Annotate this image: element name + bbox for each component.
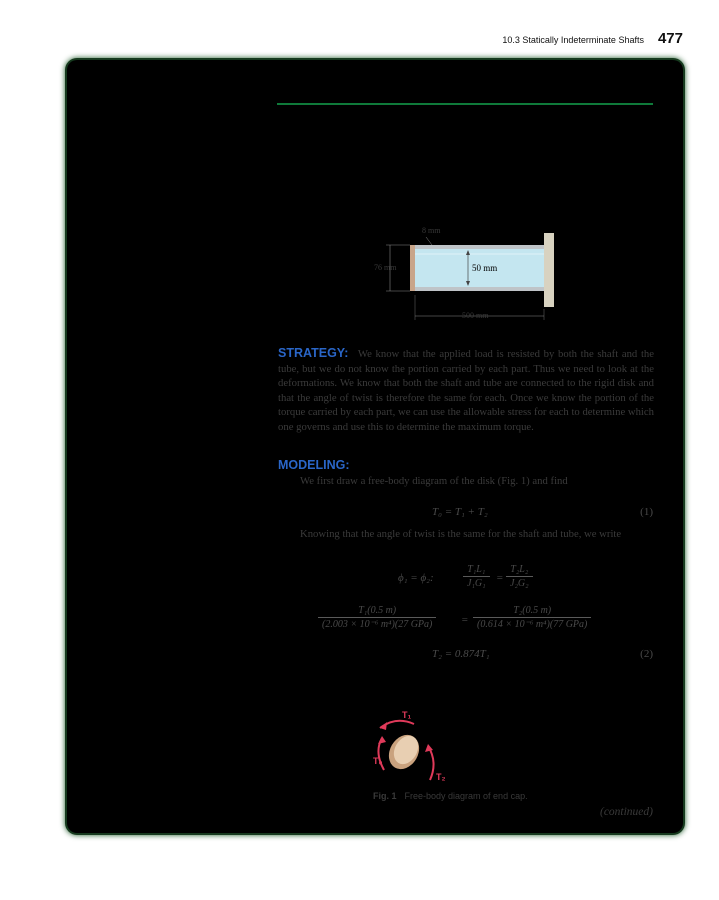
torque-label-t2: T₂ <box>436 772 446 782</box>
right-wall <box>544 233 554 307</box>
fraction-tube <box>506 564 533 589</box>
equation-2: T₂ = 0.874T₁ <box>432 648 490 660</box>
fraction-tube-num: T₂L₂ <box>510 564 529 575</box>
fraction-shaft-den: J₁G₁ <box>463 576 490 589</box>
dim-outer-diameter: 76 mm <box>374 263 397 272</box>
torque-label-t0: T₀ <box>373 756 383 766</box>
fraction-tube-values-num: T₂(0.5 m) <box>513 605 552 616</box>
page-number: 477 <box>657 30 683 47</box>
dim-inner-diameter: 50 mm <box>472 263 498 273</box>
equation-1-number: (1) <box>640 506 653 518</box>
shaft-tube-drawing <box>370 225 570 325</box>
strategy-paragraph <box>278 346 654 434</box>
equals-sign-1: = <box>496 572 504 584</box>
phi-equality: ϕ₁ = ϕ₂: <box>398 572 434 584</box>
divider-rule <box>277 103 653 105</box>
dim-thickness: 8 mm <box>422 226 441 235</box>
figure-caption-text: Free-body diagram of end cap. <box>404 791 528 801</box>
shaft-tube-figure <box>370 225 570 325</box>
figure-caption <box>373 791 528 801</box>
modeling-text-2: Knowing that the angle of twist is the same for the shaft and tube, we write <box>300 528 622 540</box>
tube-top-wall <box>415 245 544 249</box>
section-title: 10.3 Statically Indeterminate Shafts <box>502 35 644 45</box>
fraction-shaft-values-den: (2.003 × 10⁻⁶ m⁴)(27 GPa) <box>318 617 436 630</box>
fraction-tube-den: J₂G₂ <box>506 576 533 589</box>
strategy-heading: STRATEGY: <box>278 346 349 360</box>
figure-caption-label: Fig. 1 <box>373 791 397 801</box>
equals-sign-2: = <box>461 614 469 626</box>
fraction-shaft <box>463 564 490 589</box>
tube-bottom-wall <box>415 287 544 291</box>
continued-note: (continued) <box>599 806 653 818</box>
page-header <box>502 30 683 47</box>
fraction-tube-values <box>473 605 591 630</box>
modeling-intro: We first draw a free-body diagram of the disk (Fig. 1) and find <box>300 475 568 487</box>
fraction-shaft-values <box>318 605 436 630</box>
fraction-shaft-num: T₁L₁ <box>467 564 486 575</box>
strategy-text: We know that the applied load is resisted by both the shaft and the tube, but we do not know the portion carried by each part. Thus we need to look at the deformations. We know that both the shaft and tube are connected to the rigid disk and that the angle of twist is therefore the same for each. Once we know the portion of the torque carried by each part, we can use the allowable stress for each to determine which one governs and use this to determine the maximum torque. <box>278 348 654 433</box>
modeling-heading: MODELING: <box>278 458 350 472</box>
left-end-cap <box>410 245 415 291</box>
equation-1: T₀ = T₁ + T₂ <box>432 506 488 518</box>
fraction-shaft-values-num: T₁(0.5 m) <box>358 605 397 616</box>
torque-label-t1: T₁ <box>402 710 412 720</box>
dim-length: 500 mm <box>462 311 489 320</box>
fraction-tube-values-den: (0.614 × 10⁻⁶ m⁴)(77 GPa) <box>473 617 591 630</box>
equation-2-number: (2) <box>640 648 653 660</box>
